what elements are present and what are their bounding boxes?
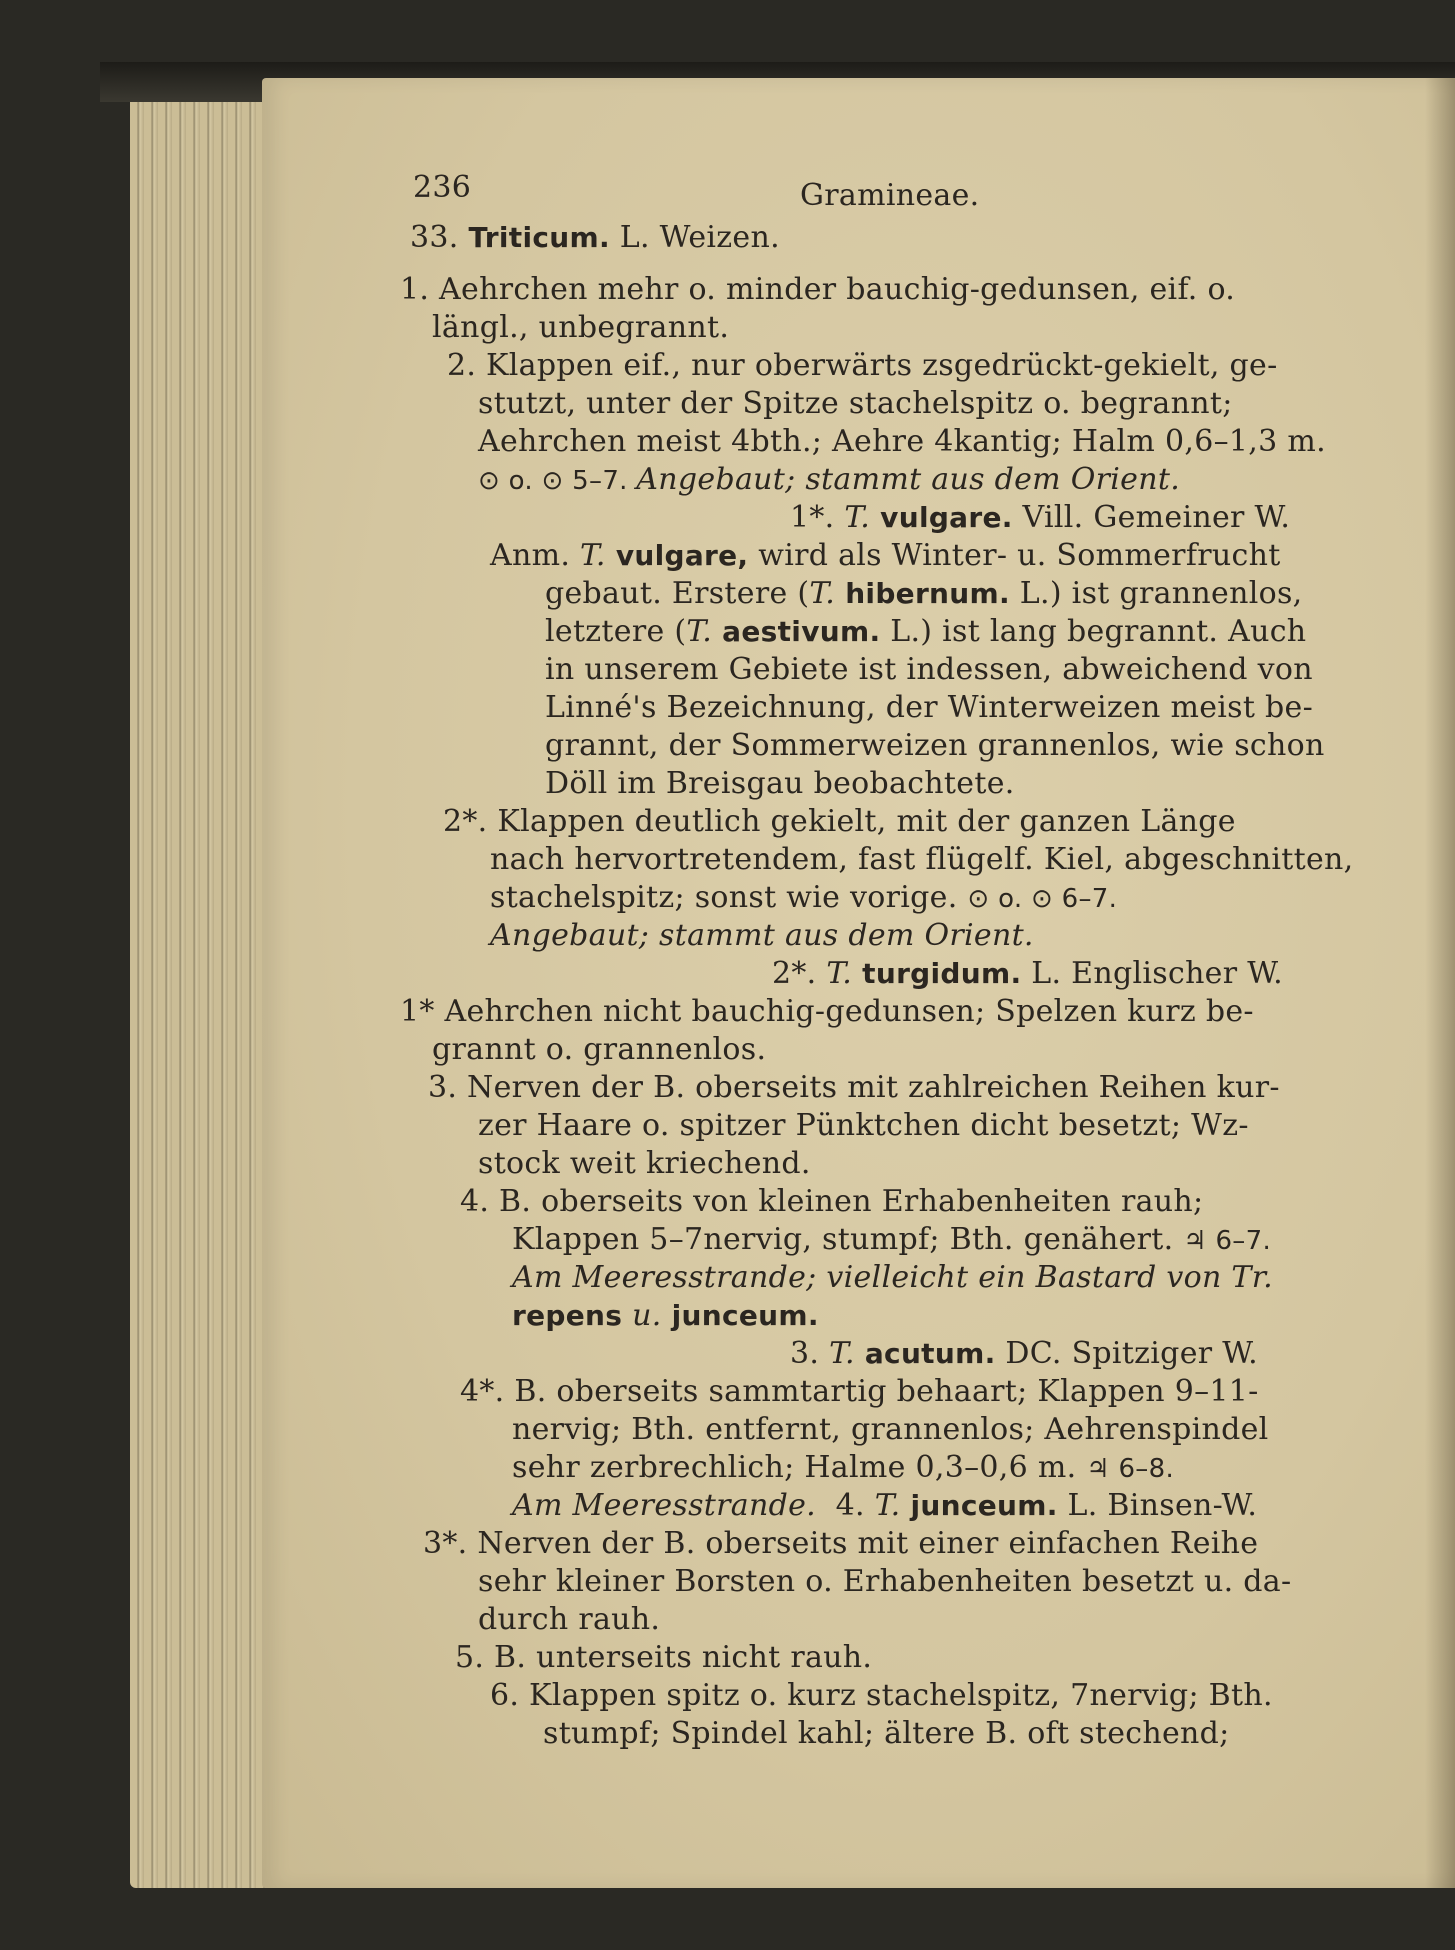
text-segment: Aehrchen meist 4bth.; Aehre 4kantig; Halm 0,6–1,3 m. <box>478 424 1326 459</box>
running-head: Gramineae. <box>800 178 980 213</box>
text-segment: 5. B. unterseits nicht rauh. <box>455 1640 873 1675</box>
text-segment: in unserem Gebiete ist indessen, abweichend von <box>545 652 1313 687</box>
text-line <box>455 1640 872 1676</box>
text-segment: nach hervortretendem, fast flügelf. Kiel, abgeschnitten, <box>490 842 1354 877</box>
text-segment: ⊙ o. ⊙ 6–7. <box>967 884 1118 914</box>
text-segment: Linné's Bezeichnung, der Winterweizen meist be- <box>545 690 1314 725</box>
text-segment: Am Meeresstrande. <box>512 1488 816 1523</box>
text-segment: Triticum. <box>468 221 610 254</box>
text-segment: Döll im Breisgau beobachtete. <box>545 766 1015 801</box>
text-line <box>447 348 1278 384</box>
text-line <box>790 500 1290 536</box>
text-segment: 3*. Nerven der B. oberseits mit einer einfachen Reihe <box>423 1526 1259 1561</box>
text-line <box>478 386 1233 422</box>
text-line <box>512 1450 1174 1487</box>
text-line <box>443 804 1236 840</box>
text-segment: T. <box>686 614 713 649</box>
page-gutter-shadow <box>1425 78 1455 1888</box>
text-line <box>478 462 1180 499</box>
text-line <box>512 1412 1269 1448</box>
text-line <box>478 1602 660 1638</box>
text-segment: DC. Spitziger W. <box>995 1336 1258 1371</box>
text-line <box>545 652 1313 688</box>
text-segment: Angebaut; stammt aus dem Orient. <box>490 918 1034 953</box>
text-segment: vulgare. <box>870 501 1013 534</box>
text-segment: L.) ist grannenlos, <box>1009 576 1303 611</box>
text-segment: hibernum. <box>835 577 1010 610</box>
text-line <box>478 1108 1249 1144</box>
text-line <box>545 614 1306 650</box>
text-line <box>772 956 1283 992</box>
text-line <box>478 1564 1291 1600</box>
text-segment: stumpf; Spindel kahl; ältere B. oft stechend; <box>543 1716 1230 1751</box>
text-segment: T. <box>829 1336 855 1371</box>
text-segment: 3. Nerven der B. oberseits mit zahlreichen Reihen kur- <box>428 1070 1280 1105</box>
text-line <box>478 424 1326 460</box>
text-line <box>490 1678 1273 1714</box>
text-segment: ♃ 6–8. <box>1086 1454 1175 1484</box>
text-segment: L. Binsen-W. <box>1057 1488 1258 1523</box>
text-line <box>545 766 1015 802</box>
text-segment: 2*. Klappen deutlich gekielt, mit der ganzen Länge <box>443 804 1236 839</box>
text-segment: junceum. <box>900 1489 1058 1522</box>
text-line <box>512 1260 1273 1296</box>
text-segment: ⊙ o. ⊙ 5–7. <box>478 466 637 496</box>
text-segment: sehr zerbrechlich; Halme 0,3–0,6 m. <box>512 1450 1087 1485</box>
text-segment: 1* Aehrchen nicht bauchig-gedunsen; Spelzen kurz be- <box>400 994 1254 1029</box>
text-segment: 1. Aehrchen mehr o. minder bauchig-gedunsen, eif. o. <box>400 272 1236 307</box>
text-line <box>545 576 1303 612</box>
text-segment: T. <box>826 956 853 991</box>
text-line <box>512 1222 1271 1259</box>
text-segment: stachelspitz; sonst wie vorige. <box>490 880 968 915</box>
text-segment: L. Weizen. <box>609 220 780 255</box>
text-line <box>428 1070 1280 1106</box>
text-segment: sehr kleiner Borsten o. Erhabenheiten besetzt u. da- <box>478 1564 1292 1599</box>
text-line <box>512 1488 1257 1524</box>
text-segment: stock weit kriechend. <box>478 1146 811 1181</box>
text-segment: 2. Klappen eif., nur oberwärts zsgedrückt-gekielt, ge- <box>447 348 1278 383</box>
text-segment: 2*. <box>772 956 827 991</box>
text-segment: längl., unbegrannt. <box>432 310 730 345</box>
text-line <box>790 1336 1258 1372</box>
text-segment: grannt o. grannenlos. <box>432 1032 767 1067</box>
text-line <box>432 310 729 346</box>
text-line <box>478 1146 811 1182</box>
text-segment: repens <box>512 1299 623 1332</box>
text-segment: ♃ 6–7. <box>1183 1226 1272 1256</box>
text-segment: 3. <box>790 1336 830 1371</box>
text-segment: T. <box>874 1488 901 1523</box>
text-segment: T. <box>844 500 871 535</box>
text-segment: letztere ( <box>545 614 687 649</box>
text-segment: wird als Winter- u. Sommerfrucht <box>748 538 1281 573</box>
text-line <box>490 918 1034 954</box>
text-line <box>410 220 780 256</box>
text-segment: T. <box>580 538 606 573</box>
text-segment: nervig; Bth. entfernt, grannenlos; Aehrenspindel <box>512 1412 1269 1447</box>
text-segment: L.) ist lang begrannt. Auch <box>880 614 1307 649</box>
text-segment: Anm. <box>490 538 581 573</box>
text-segment: 4. B. oberseits von kleinen Erhabenheiten rauh; <box>460 1184 1204 1219</box>
text-segment: stutzt, unter der Spitze stachelspitz o. begrannt; <box>478 386 1233 421</box>
text-segment: aestivum. <box>712 615 881 648</box>
text-line <box>490 538 1281 574</box>
text-segment: 4*. B. oberseits sammtartig behaart; Klappen 9–11- <box>460 1374 1259 1409</box>
text-line <box>545 728 1325 764</box>
text-segment: Klappen 5–7nervig, stumpf; Bth. genähert. <box>512 1222 1184 1257</box>
text-segment: 4. <box>815 1488 875 1523</box>
text-line <box>460 1374 1259 1410</box>
text-line <box>490 880 1117 917</box>
text-segment: L. Englischer W. <box>1021 956 1283 991</box>
text-segment: Am Meeresstrande; vielleicht ein Bastard von Tr. <box>512 1260 1273 1295</box>
text-segment: turgidum. <box>852 957 1022 990</box>
text-line <box>545 690 1313 726</box>
text-line <box>512 1298 819 1334</box>
text-line <box>400 272 1235 308</box>
text-segment: junceum. <box>661 1299 819 1332</box>
text-segment: u. <box>622 1298 662 1333</box>
text-line <box>423 1526 1258 1562</box>
text-segment: durch rauh. <box>478 1602 661 1637</box>
text-segment: 6. Klappen spitz o. kurz stachelspitz, 7nervig; Bth. <box>490 1678 1273 1713</box>
text-segment: gebaut. Erstere ( <box>545 576 810 611</box>
text-segment: T. <box>809 576 836 611</box>
text-line <box>400 994 1254 1030</box>
text-segment: Angebaut; stammt aus dem Orient. <box>636 462 1181 497</box>
text-segment: vulgare, <box>605 539 749 572</box>
text-line <box>490 842 1353 878</box>
text-segment: acutum. <box>854 1337 996 1370</box>
text-segment: 1*. <box>790 500 845 535</box>
text-segment: Vill. Gemeiner W. <box>1012 500 1291 535</box>
page-number: 236 <box>413 170 472 205</box>
text-line <box>432 1032 766 1068</box>
text-segment: zer Haare o. spitzer Pünktchen dicht besetzt; Wz- <box>478 1108 1249 1143</box>
text-line <box>460 1184 1203 1220</box>
text-line <box>543 1716 1230 1752</box>
text-segment: 33. <box>410 220 469 255</box>
text-segment: grannt, der Sommerweizen grannenlos, wie schon <box>545 728 1325 763</box>
